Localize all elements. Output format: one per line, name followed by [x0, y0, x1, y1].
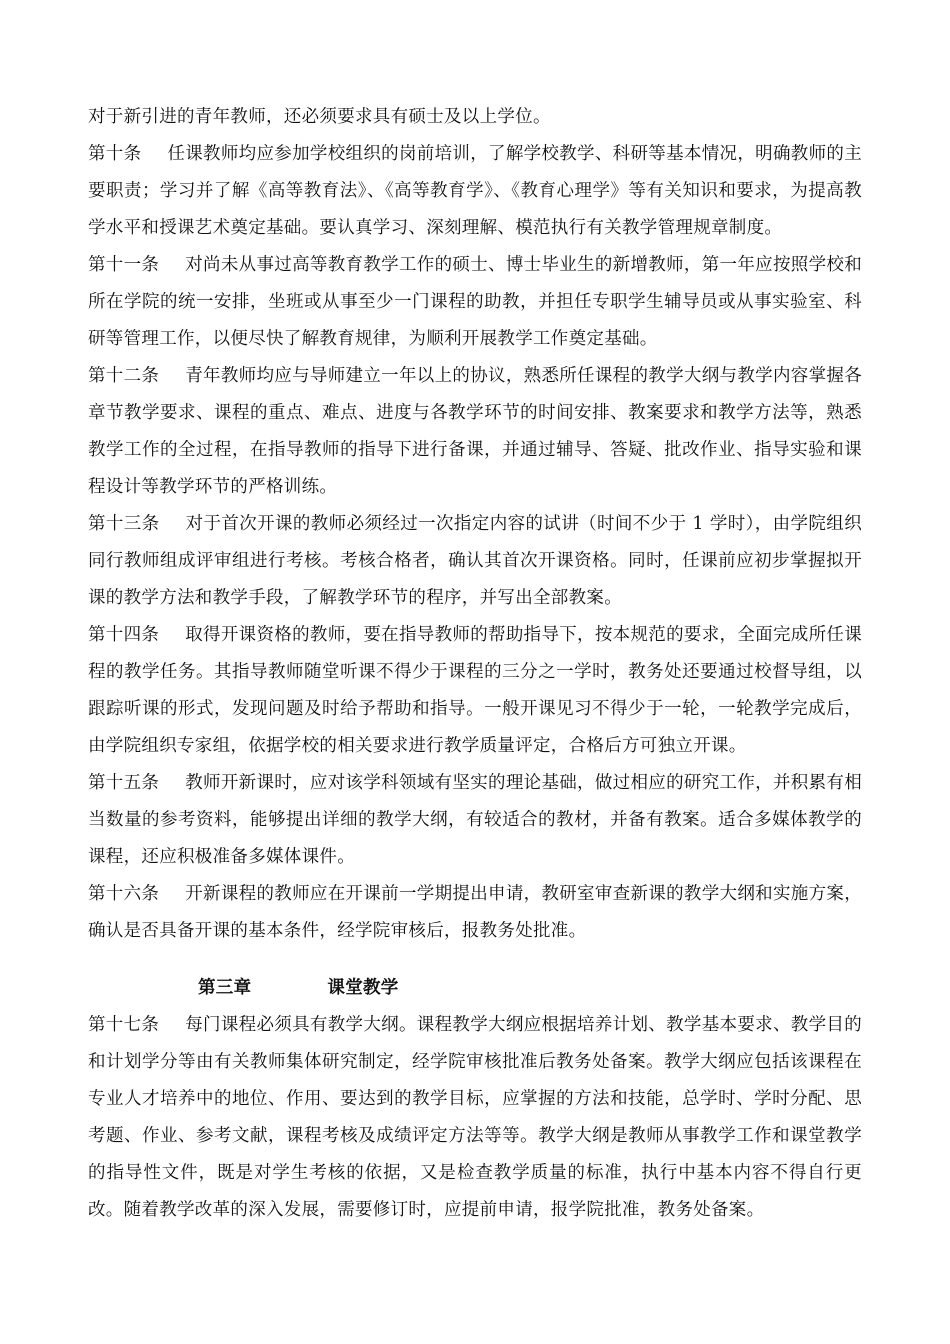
article-text: 每门课程必须具有教学大纲。课程教学大纲应根据培养计划、教学基本要求、教学目的和计划学分等由有关教师集体研究制定，经学院审核批准后教务处备案。教学大纲应包括该课程在专业人才培养中的地位、作用、要达到的教学目标，应掌握的方法和技能，总学时、学时分配、思考题、作业、参考文献，课程考核及成绩评定方法等等。教学大纲是教师从事教学工作和课堂教学的指导性文件，既是对学生考核的依据，又是检查教学质量的标准，执行中基本内容不得自行更改。随着教学改革的深入发展，需要修订时，应提前申请，报学院批准，教务处备案。 [88, 1015, 862, 1220]
article-12 [88, 358, 862, 506]
article-list-after [88, 1007, 862, 1229]
article-number: 第十条 [88, 144, 142, 164]
article-text: 任课教师均应参加学校组织的岗前培训，了解学校教学、科研等基本情况，明确教师的主要职责；学习并了解《高等教育法》、《高等教育学》、《教育心理学》等有关知识和要求，为提高教学水平和授课艺术奠定基础。要认真学习、深刻理解、模范执行有关教学管理规章制度。 [88, 144, 862, 238]
article-14 [88, 617, 862, 765]
chapter-heading [88, 970, 862, 1007]
article-text: 对尚未从事过高等教育教学工作的硕士、博士毕业生的新增教师，第一年应按照学校和所在学院的统一安排，坐班或从事至少一门课程的助教，并担任专职学生辅导员或从事实验室、科研等管理工作，以便尽快了解教育规律，为顺利开展教学工作奠定基础。 [88, 255, 862, 349]
document-page [88, 99, 862, 1229]
article-text: 取得开课资格的教师，要在指导教师的帮助指导下，按本规范的要求，全面完成所任课程的教学任务。其指导教师随堂听课不得少于课程的三分之一学时，教务处还要通过校督导组，以跟踪听课的形式，发现问题及时给予帮助和指导。一般开课见习不得少于一轮，一轮教学完成后，由学院组织专家组，依据学校的相关要求进行教学质量评定，合格后方可独立开课。 [88, 625, 862, 756]
article-number: 第十七条 [88, 1015, 160, 1035]
intro-paragraph: 对于新引进的青年教师，还必须要求具有硕士及以上学位。 [88, 107, 551, 127]
article-11 [88, 247, 862, 358]
article-text: 教师开新课时，应对该学科领域有坚实的理论基础，做过相应的研究工作，并积累有相当数量的参考资料，能够提出详细的教学大纲，有较适合的教材，并备有教案。适合多媒体教学的课程，还应积极准备多媒体课件。 [88, 773, 862, 867]
article-number: 第十六条 [88, 884, 160, 904]
article-13 [88, 506, 862, 617]
article-16 [88, 876, 862, 950]
article-number: 第十二条 [88, 366, 160, 386]
article-number: 第十五条 [88, 773, 160, 793]
article-number: 第十一条 [88, 255, 160, 275]
article-text: 青年教师均应与导师建立一年以上的协议，熟悉所任课程的教学大纲与教学内容掌握各章节教学要求、课程的重点、难点、进度与各教学环节的时间安排、教案要求和教学方法等，熟悉教学工作的全过程，在指导教师的指导下进行备课，并通过辅导、答疑、批改作业、指导实验和课程设计等教学环节的严格训练。 [88, 366, 862, 497]
article-number: 第十三条 [88, 514, 160, 534]
article-list-before [88, 136, 862, 950]
article-10 [88, 136, 862, 247]
chapter-number: 第三章 [198, 978, 252, 998]
article-text: 开新课程的教师应在开课前一学期提出申请，教研室审查新课的教学大纲和实施方案，确认是否具备开课的基本条件，经学院审核后，报教务处批准。 [88, 884, 862, 941]
chapter-title: 课堂教学 [327, 978, 399, 998]
article-15 [88, 765, 862, 876]
article-text: 对于首次开课的教师必须经过一次指定内容的试讲（时间不少于 1 学时），由学院组织同行教师组成评审组进行考核。考核合格者，确认其首次开课资格。同时，任课前应初步掌握拟开课的教学方法和教学手段，了解教学环节的程序，并写出全部教案。 [88, 514, 862, 608]
article-17 [88, 1007, 862, 1229]
article-number: 第十四条 [88, 625, 160, 645]
